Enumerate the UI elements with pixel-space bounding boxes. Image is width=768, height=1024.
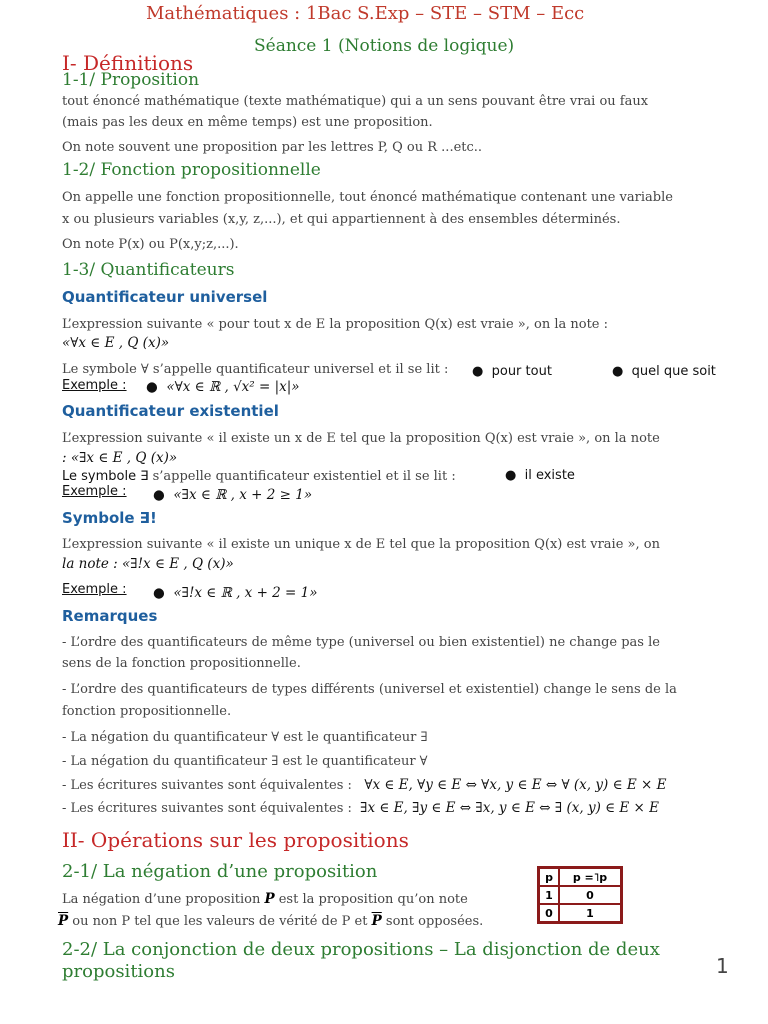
paragraph-line: tout énoncé mathématique (texte mathématique) qui a un sens pouvant être vrai ou faux — [62, 94, 649, 109]
unique-existence-heading: Symbole ∃! — [62, 509, 157, 527]
example-label: Exemple : — [62, 378, 127, 393]
formula: : «∃x ∈ E , Q (x)» — [62, 450, 178, 466]
table-cell: 1 — [559, 904, 622, 923]
table-cell: 1 — [539, 886, 560, 904]
table-header-cell: p =˥p — [559, 868, 622, 887]
formula: la note : «∃!x ∈ E , Q (x)» — [62, 556, 234, 572]
document-title: Mathématiques : 1Bac S.Exp – STE – STM – Ecc — [146, 3, 585, 24]
bullet-item: ● pour tout — [472, 364, 552, 379]
paragraph-line: Le symbole ∃ s’appelle quantificateur existentiel et il se lit : — [62, 469, 456, 484]
remark-line: - Les écritures suivantes sont équivalentes : ∃x ∈ E, ∃y ∈ E ⇔ ∃x, y ∈ E ⇔ ∃ (x, y) ∈ E × E — [62, 800, 660, 816]
section-2-heading: II- Opérations sur les propositions — [62, 828, 409, 852]
example-label: Exemple : — [62, 484, 127, 499]
example-formula: ● «∀x ∈ ℝ , √x² = |x|» — [146, 379, 300, 395]
subsection-1-2-heading: 1-2/ Fonction propositionnelle — [62, 160, 321, 180]
example-label: Exemple : — [62, 582, 127, 597]
page-number: 1 — [716, 954, 729, 978]
table-cell: 0 — [539, 904, 560, 923]
section-1-heading: I- Définitions — [62, 51, 194, 75]
paragraph-line: La négation d’une proposition P est la proposition qu’on note — [62, 891, 468, 907]
subsection-1-3-heading: 1-3/ Quantificateurs — [62, 260, 235, 280]
paragraph-line: On appelle une fonction propositionnelle, tout énoncé mathématique contenant une variable — [62, 190, 673, 205]
universal-quantifier-heading: Quantificateur universel — [62, 288, 268, 306]
remark-line: - L’ordre des quantificateurs de types différents (universel et existentiel) change le sens de la — [62, 682, 677, 697]
remark-line: - L’ordre des quantificateurs de même type (universel ou bien existentiel) ne change pas le — [62, 635, 660, 650]
remark-line: - La négation du quantificateur ∃ est le quantificateur ∀ — [62, 754, 428, 769]
bullet-item: ● il existe — [505, 468, 575, 483]
paragraph-line: L’expression suivante « il existe un unique x de E tel que la proposition Q(x) est vraie », on — [62, 537, 660, 552]
bullet-item: ● quel que soit — [612, 364, 716, 379]
remark-line: fonction propositionnelle. — [62, 704, 232, 719]
paragraph-line: x ou plusieurs variables (x,y, z,...), et qui appartiennent à des ensembles déterminés. — [62, 212, 621, 227]
paragraph-line: L’expression suivante « il existe un x de E tel que la proposition Q(x) est vraie », on la note — [62, 431, 660, 446]
table-header-cell: p — [539, 868, 560, 887]
example-formula: ● «∃!x ∈ ℝ , x + 2 = 1» — [153, 585, 318, 601]
remark-line: - Les écritures suivantes sont équivalentes : ∀x ∈ E, ∀y ∈ E ⇔ ∀x, y ∈ E ⇔ ∀ (x, y) ∈ E × E — [62, 777, 667, 793]
negation-truth-table — [537, 866, 623, 924]
subsection-1-1-heading: 1-1/ Proposition — [62, 70, 200, 90]
remark-line: - La négation du quantificateur ∀ est le quantificateur ∃ — [62, 730, 428, 745]
formula: «∀x ∈ E , Q (x)» — [62, 335, 170, 351]
subsection-2-2-heading: 2-2/ La conjonction de deux propositions – La disjonction de deux — [62, 939, 660, 960]
subsection-2-2-heading-cont: propositions — [62, 961, 175, 982]
paragraph-line: Le symbole ∀ s’appelle quantificateur universel et il se lit : — [62, 362, 449, 377]
existential-quantifier-heading: Quantificateur existentiel — [62, 402, 279, 420]
remarks-heading: Remarques — [62, 607, 158, 625]
session-title: Séance 1 (Notions de logique) — [254, 36, 515, 56]
paragraph-line: $\overline{P}$ ou non P tel que les valeurs de vérité de P et $\overline{P}$ sont opposées. — [58, 913, 484, 929]
paragraph-line: (mais pas les deux en même temps) est une proposition. — [62, 115, 433, 130]
subsection-2-1-heading: 2-1/ La négation d’une proposition — [62, 861, 378, 882]
table-cell: 0 — [559, 886, 622, 904]
example-formula: ● «∃x ∈ ℝ , x + 2 ≥ 1» — [153, 487, 313, 503]
paragraph-line: L’expression suivante « pour tout x de E la proposition Q(x) est vraie », on la note : — [62, 317, 609, 332]
paragraph-line: On note P(x) ou P(x,y;z,...). — [62, 237, 239, 252]
remark-line: sens de la fonction propositionnelle. — [62, 656, 301, 671]
paragraph-line: On note souvent une proposition par les lettres P, Q ou R ...etc.. — [62, 140, 483, 155]
